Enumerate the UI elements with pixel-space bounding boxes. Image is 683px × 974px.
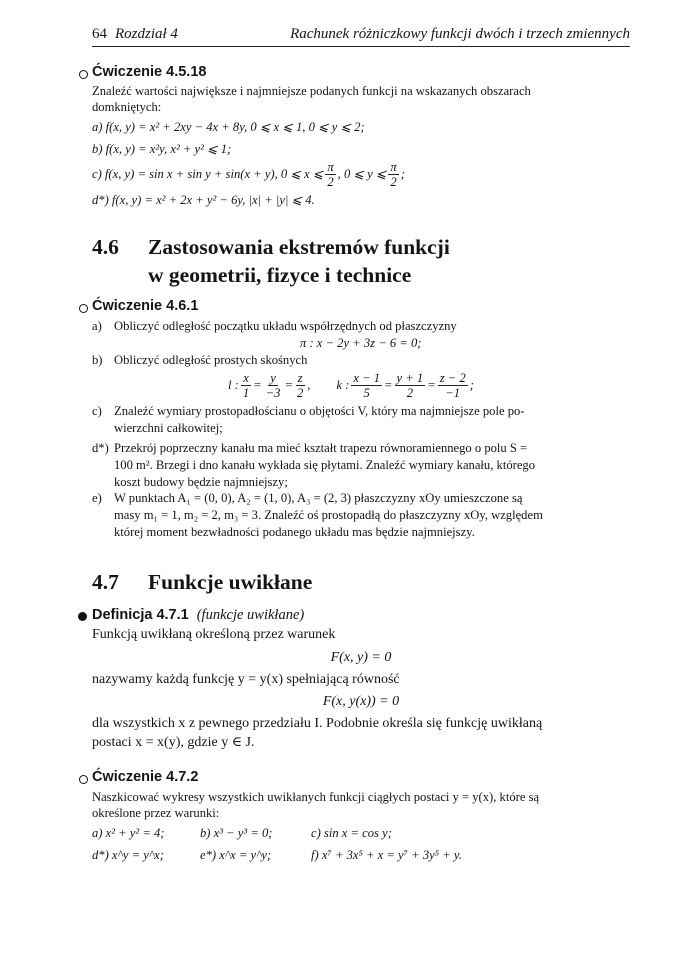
semicolon: ;	[469, 378, 474, 392]
comma: ,	[307, 378, 311, 392]
exercise-4-7-2-item-d: d*) x^y = y^x;	[92, 848, 164, 862]
exercise-4-7-2-item-c: c) sin x = cos y;	[311, 826, 392, 840]
exercise-4-5-18-title: Ćwiczenie 4.5.18	[92, 64, 207, 80]
definition-subtitle: (funkcje uwikłane)	[196, 607, 305, 623]
exercise-bullet-icon	[79, 70, 88, 79]
chapter-label: Rozdział 4	[115, 26, 178, 42]
fraction	[241, 371, 251, 400]
item-c-suffix: ;	[400, 167, 405, 181]
exercise-4-6-1-item-b	[92, 352, 307, 369]
equals-sign: =	[253, 378, 262, 392]
item-text: Obliczyć odległość początku układu współrzędnych od płaszczyzny	[114, 319, 457, 333]
exercise-4-7-2-title: Ćwiczenie 4.7.2	[92, 769, 199, 785]
item-label: b)	[92, 353, 103, 367]
page-number: 64	[92, 26, 107, 42]
fraction-pi-over-2	[388, 160, 398, 189]
fraction	[351, 371, 382, 400]
section-4-7-heading	[92, 568, 312, 596]
definition-formula-2: F(x, y(x)) = 0	[322, 694, 400, 709]
item-text: koszt budowy będzie najmniejszy;	[114, 475, 288, 489]
exercise-4-6-1-item-a	[92, 318, 457, 335]
exercise-4-7-2-item-e: e*) x^x = y^y;	[200, 848, 272, 862]
fraction-denominator: 5	[363, 386, 370, 400]
exercise-4-7-2-item-f: f) x⁷ + 3x⁵ + x = y⁷ + 3y⁵ + y.	[311, 848, 462, 862]
skew-lines-equations	[228, 371, 474, 400]
item-label: e)	[92, 491, 102, 505]
fraction-denominator: 2	[296, 386, 304, 400]
fraction-numerator: z − 2	[439, 371, 466, 385]
fraction-numerator: π	[327, 160, 334, 174]
fraction-numerator: y + 1	[396, 371, 424, 385]
definition-bullet-icon	[78, 612, 87, 621]
fraction-denominator: 2	[406, 386, 413, 400]
definition-line-1: Funkcją uwikłaną określoną przez warunek	[92, 627, 336, 642]
fraction-numerator: x	[243, 371, 249, 385]
section-title: Funkcje uwikłane	[148, 570, 313, 594]
item-label: d*)	[92, 441, 109, 455]
item-label: a)	[92, 319, 102, 333]
fraction-numerator: π	[390, 160, 397, 174]
equals-sign: =	[384, 378, 393, 392]
exercise-4-6-1-item-e	[92, 490, 630, 541]
definition-line-4: postaci x = x(y), gdzie y ∈ J.	[92, 735, 255, 750]
item-text: Znaleźć wymiary prostopadłościanu o objętości V, który ma najmniejsze pole po-	[114, 404, 525, 418]
definition-line-2: nazywamy każdą funkcję y = y(x) spełniającą równość	[92, 672, 400, 687]
exercise-bullet-icon	[79, 304, 88, 313]
exercise-4-7-2-line-1: Naszkicować wykresy wszystkich uwikłanych funkcji ciągłych postaci y = y(x), które są	[92, 790, 540, 804]
item-text: której moment bezwładności podanego układu mas będzie najmniejszy.	[114, 525, 475, 539]
fraction-denominator: 1	[242, 386, 250, 400]
exercise-4-5-18-intro-2: domkniętych:	[92, 100, 162, 114]
line-l-label: l :	[228, 378, 239, 392]
equals-sign: =	[284, 378, 293, 392]
section-number: 4.6	[92, 235, 119, 259]
fraction-numerator: x − 1	[353, 371, 381, 385]
exercise-4-6-1-item-c	[92, 403, 630, 437]
item-c-mid: , 0 ⩽ y ⩽	[337, 167, 387, 181]
item-text: 100 m². Brzegi i dno kanału wykłada się płytami. Znaleźć wymiary kanału, którego	[114, 458, 535, 472]
item-text: W punktach A₁ = (0, 0), A₂ = (1, 0), A₃ = (2, 3) płaszczyzny xOy umieszczone są	[114, 491, 523, 505]
fraction-numerator: y	[270, 371, 276, 385]
exercise-4-5-18-item-c	[92, 160, 405, 189]
item-label: c)	[92, 404, 102, 418]
fraction	[264, 371, 283, 400]
item-text: Przekrój poprzeczny kanału ma mieć kształt trapezu równoramiennego o polu S =	[114, 441, 528, 455]
exercise-4-5-18-item-b: b) f(x, y) = x²y, x² + y² ⩽ 1;	[92, 142, 232, 156]
exercise-4-6-1-title: Ćwiczenie 4.6.1	[92, 298, 199, 314]
item-text: wierzchni całkowitej;	[114, 421, 223, 435]
item-c-prefix: c) f(x, y) = sin x + sin y + sin(x + y), 0 ⩽ x ⩽	[92, 167, 324, 181]
exercise-4-5-18-intro-1: Znaleźć wartości największe i najmniejsze podanych funkcji na wskazanych obszarach	[92, 84, 531, 98]
definition-line-3: dla wszystkich x z pewnego przedziału I. Podobnie określa się funkcję uwikłaną	[92, 716, 543, 731]
equals-sign: =	[427, 378, 436, 392]
item-text: masy m₁ = 1, m₂ = 2, m₃ = 3. Znaleźć oś prostopadłą do płaszczyzny xOy, względem	[114, 508, 543, 522]
fraction-denominator: 2	[390, 175, 397, 189]
chapter-title: Rachunek różniczkowy funkcji dwóch i trzech zmiennych	[290, 26, 630, 42]
fraction-denominator: 2	[327, 175, 334, 189]
fraction-pi-over-2	[325, 160, 335, 189]
fraction	[395, 371, 426, 400]
plane-equation: π : x − 2y + 3z − 6 = 0;	[300, 336, 422, 350]
section-number: 4.7	[92, 570, 119, 594]
fraction-denominator: −3	[265, 386, 281, 400]
definition-4-7-1-title	[92, 606, 304, 624]
exercise-4-5-18-item-a: a) f(x, y) = x² + 2xy − 4x + 8y, 0 ⩽ x ⩽ 1, 0 ⩽ y ⩽ 2;	[92, 120, 365, 134]
definition-formula-1: F(x, y) = 0	[330, 650, 392, 665]
section-4-6-heading	[92, 233, 450, 289]
exercise-4-5-18-item-d: d*) f(x, y) = x² + 2x + y² − 6y, |x| + |y| ⩽ 4.	[92, 193, 315, 207]
fraction-numerator: z	[297, 371, 303, 385]
exercise-4-7-2-item-a: a) x² + y² = 4;	[92, 826, 165, 840]
line-k-label: k :	[336, 378, 350, 392]
exercise-4-7-2-item-b: b) x³ − y³ = 0;	[200, 826, 273, 840]
exercise-4-6-1-item-d	[92, 440, 630, 491]
fraction	[438, 371, 468, 400]
fraction-denominator: −1	[445, 386, 461, 400]
section-title-line-1: Zastosowania ekstremów funkcji	[148, 235, 450, 259]
item-text: Obliczyć odległość prostych skośnych	[114, 353, 308, 367]
section-title-line-2: w geometrii, fizyce i technice	[148, 263, 412, 287]
fraction	[295, 371, 305, 400]
exercise-4-7-2-line-2: określone przez warunki:	[92, 806, 220, 820]
definition-number: Definicja 4.7.1	[92, 607, 189, 623]
running-header	[92, 26, 630, 47]
exercise-bullet-icon	[79, 775, 88, 784]
